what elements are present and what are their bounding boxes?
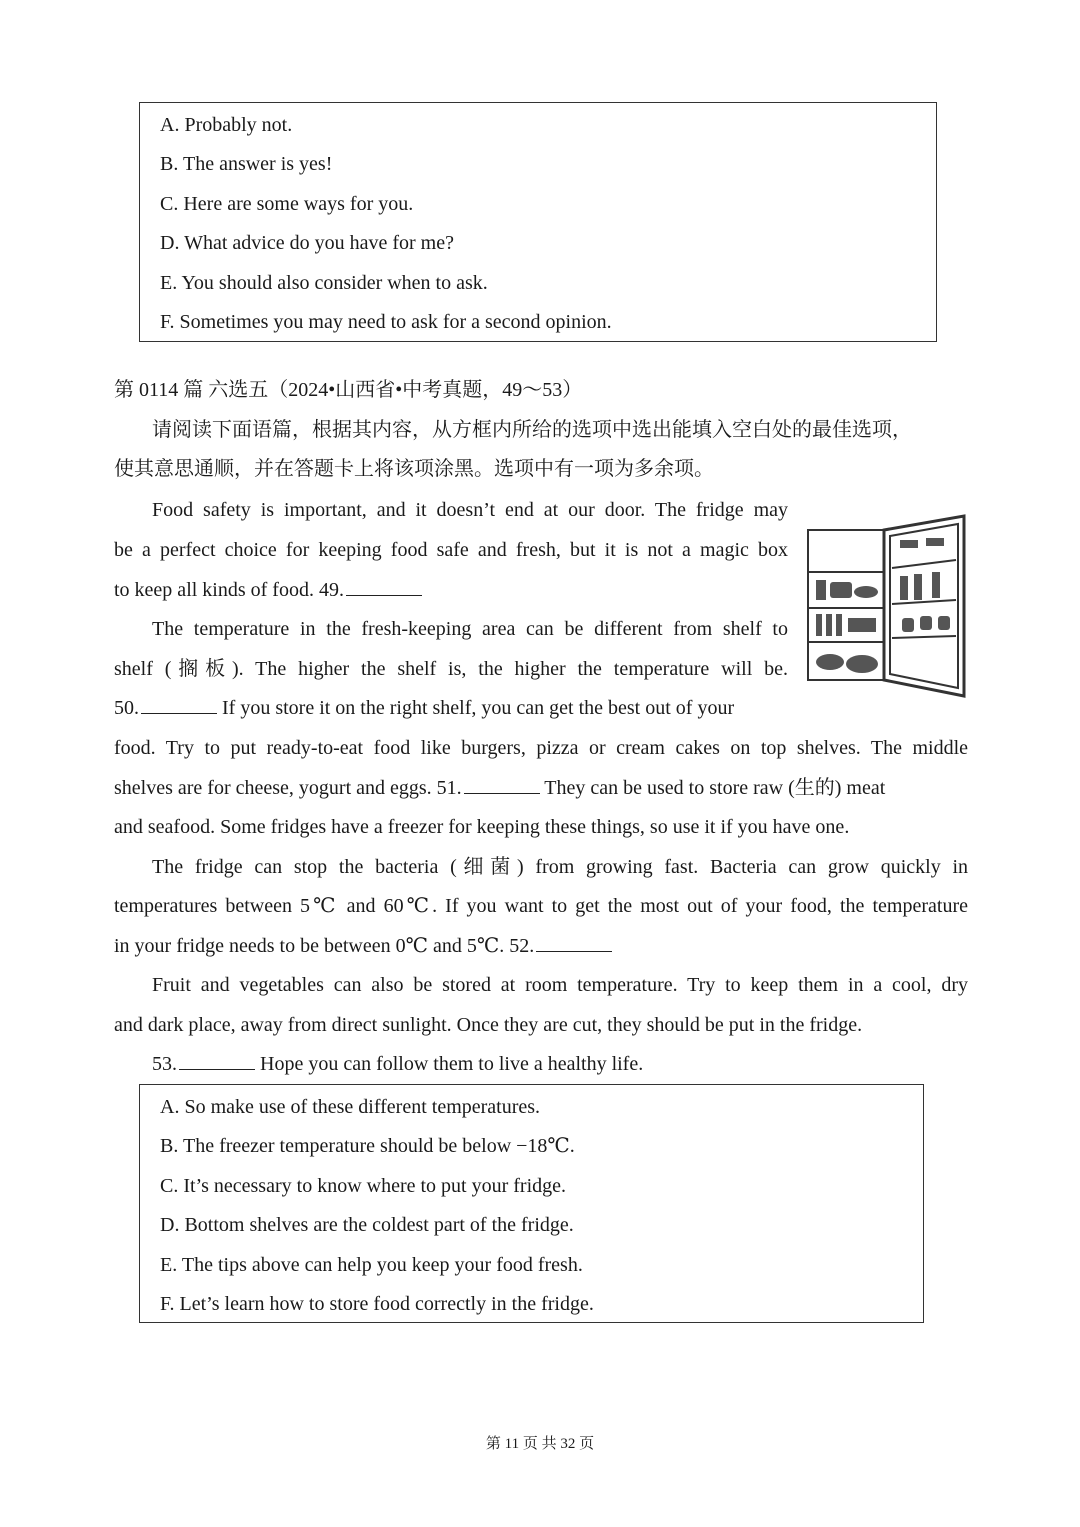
passage-line bbox=[114, 774, 968, 802]
passage-line: food. Try to put ready-to-eat food like burgers, pizza or cream cakes on top shelves. The middle bbox=[114, 737, 968, 759]
answer-blank-52[interactable] bbox=[536, 933, 612, 952]
passage-line bbox=[152, 1050, 643, 1078]
blank-label-53: 53. bbox=[152, 1053, 177, 1075]
answer-blank-53[interactable] bbox=[179, 1051, 255, 1070]
passage-text: They can be used to store raw (生的) meat bbox=[539, 777, 886, 799]
fridge-illustration bbox=[804, 510, 970, 700]
options-box-previous bbox=[139, 102, 937, 342]
option-e: E. The tips above can help you keep your food fresh. bbox=[160, 1254, 583, 1276]
section-heading: 第 0114 篇 六选五（2024•山西省•中考真题，49～53） bbox=[114, 379, 583, 401]
passage-line: The fridge can stop the bacteria (细菌) from growing fast. Bacteria can grow quickly in bbox=[152, 856, 968, 878]
answer-blank-50[interactable] bbox=[141, 695, 217, 714]
page-number: 第 11 页 共 32 页 bbox=[485, 1436, 595, 1452]
answer-blank-51[interactable] bbox=[464, 775, 540, 794]
option-c: C. Here are some ways for you. bbox=[160, 193, 414, 215]
blank-label-50: 50. bbox=[114, 697, 139, 719]
passage-line: shelf (搁板). The higher the shelf is, the higher the temperature will be. bbox=[114, 658, 788, 680]
options-box bbox=[139, 1084, 924, 1323]
option-d: D. What advice do you have for me? bbox=[160, 232, 454, 254]
blank-label-49: to keep all kinds of food. 49. bbox=[114, 579, 344, 601]
passage-text: Hope you can follow them to live a healthy life. bbox=[255, 1053, 644, 1075]
passage-line: be a perfect choice for keeping food safe and fresh, but it is not a magic box bbox=[114, 539, 788, 561]
option-d: D. Bottom shelves are the coldest part of the fridge. bbox=[160, 1214, 574, 1236]
passage-line: temperatures between 5℃ and 60℃. If you want to get the most out of your food, the temperature bbox=[114, 895, 968, 917]
option-e: E. You should also consider when to ask. bbox=[160, 272, 488, 294]
passage-line: The temperature in the fresh-keeping area can be different from shelf to bbox=[152, 618, 788, 640]
option-b: B. The answer is yes! bbox=[160, 153, 333, 175]
answer-blank-49[interactable] bbox=[346, 577, 422, 596]
passage-line: and dark place, away from direct sunlight. Once they are cut, they should be put in the fridge. bbox=[114, 1014, 863, 1036]
passage-line bbox=[114, 576, 422, 604]
passage-line bbox=[114, 932, 612, 960]
option-a: A. Probably not. bbox=[160, 114, 293, 136]
passage-line bbox=[114, 694, 734, 722]
option-f: F. Let’s learn how to store food correctly in the fridge. bbox=[160, 1293, 594, 1315]
option-f: F. Sometimes you may need to ask for a second opinion. bbox=[160, 311, 612, 333]
blank-label-51: shelves are for cheese, yogurt and eggs. 51. bbox=[114, 777, 462, 799]
instruction-line-2: 使其意思通顺，并在答题卡上将该项涂黑。选项中有一项为多余项。 bbox=[114, 458, 714, 480]
option-b: B. The freezer temperature should be below −18℃. bbox=[160, 1135, 575, 1157]
option-c: C. It’s necessary to know where to put your fridge. bbox=[160, 1175, 567, 1197]
blank-label-52: in your fridge needs to be between 0℃ and 5℃. 52. bbox=[114, 935, 535, 957]
option-a: A. So make use of these different temperatures. bbox=[160, 1096, 541, 1118]
passage-text: If you store it on the right shelf, you can get the best out of your bbox=[217, 697, 735, 719]
passage-line: Fruit and vegetables can also be stored at room temperature. Try to keep them in a cool, dry bbox=[152, 974, 968, 996]
passage-line: and seafood. Some fridges have a freezer for keeping these things, so use it if you have one. bbox=[114, 816, 850, 838]
instruction-line-1: 请阅读下面语篇，根据其内容，从方框内所给的选项中选出能填入空白处的最佳选项， bbox=[152, 419, 912, 441]
passage-line: Food safety is important, and it doesn’t end at our door. The fridge may bbox=[152, 499, 788, 521]
